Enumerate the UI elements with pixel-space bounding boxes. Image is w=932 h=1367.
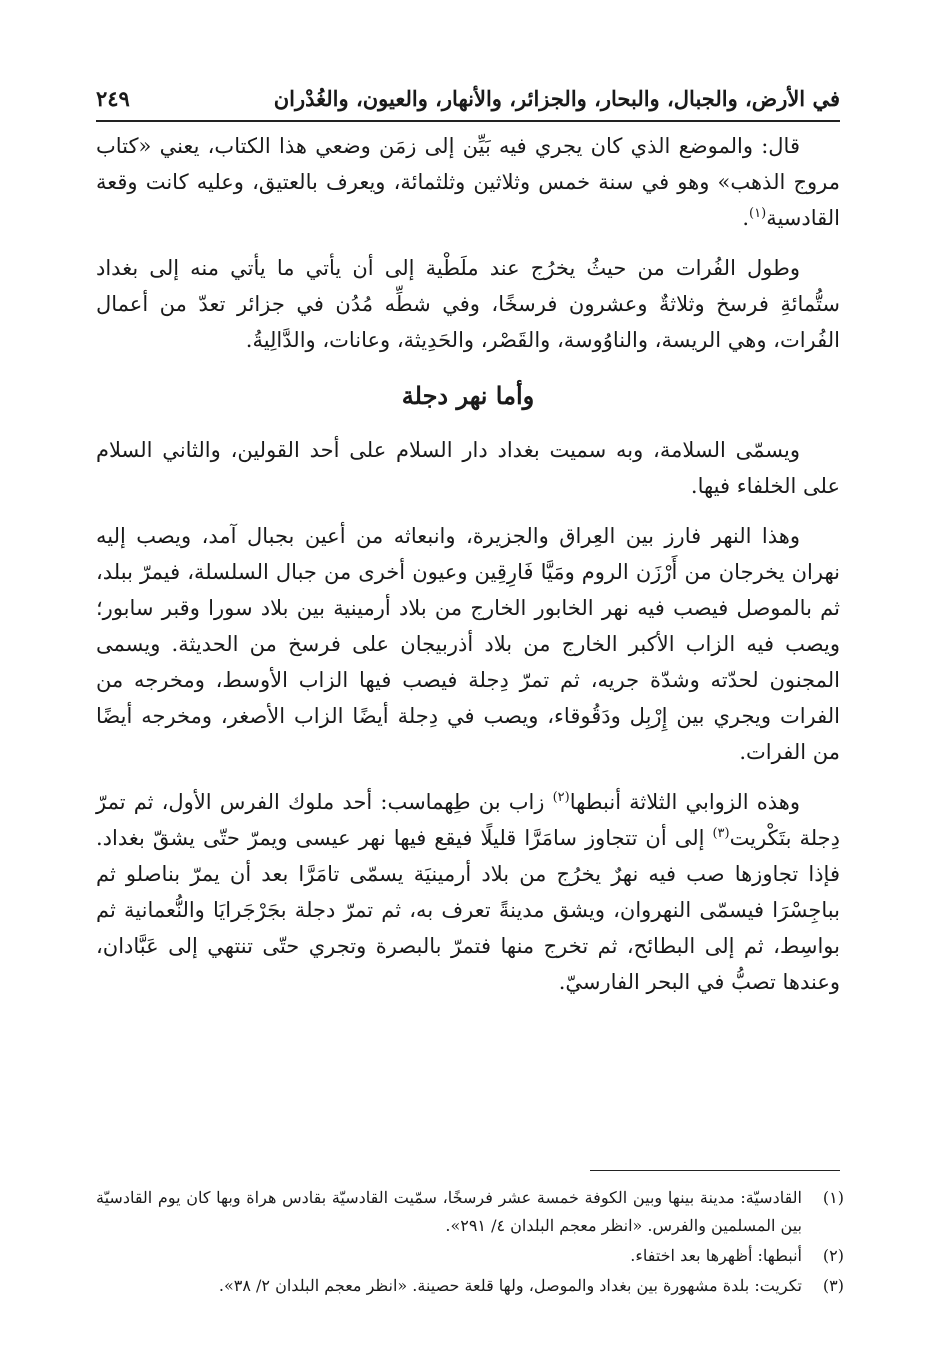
footnote-1 [96,1184,844,1240]
footnote-text: تكريت: بلدة مشهورة بين بغداد والموصل، ولها قلعة حصينة. «انظر معجم البلدان ٢/ ٣٨». [218,1276,802,1295]
paragraph-3: ويسمّى السلامة، وبه سميت بغداد دار السلام على أحد القولين، والثاني السلام على الخلفاء فيها. [96,438,840,498]
footnote-number: (١) [822,1188,844,1207]
footnote-3 [96,1272,844,1300]
running-title: في الأرض، والجبال، والبحار، والجزائر، والأنهار، والعيون، والغُدْران [273,85,840,111]
footnote-number: (٣) [822,1276,844,1295]
footnote-rule [590,1170,840,1171]
main-text [96,128,840,1014]
section-heading: وأما نهر دجلة [401,381,535,410]
paragraph-1: قال: والموضع الذي كان يجري فيه بَيِّن إلى زمَن وضعي هذا الكتاب، يعني «كتاب مروج الذهب» وهو في سنة خمس وثلاثين وثلثمائة، ويعرف بالعتيق، وعليه كانت وقعة القادسية$^{(١)}$. [96,134,840,230]
footnote-ref-3: (٣) [712,826,730,841]
paragraph-2: وطول الفُرات من حيثُ يخرُج عند ملَطْية إلى أن يأتي ما يأتي منه إلى بغداد ستُّمائةِ فرسخ وثلاثةٌ وعشرون فرسخًا، وفي شطِّه مُدُن في جزائر تعدّ من أعمال الفُرات، وهي الريسة، والناوُوسة، والقَصْر، والحَدِيثة، وعانات، والدَّالِيةُ. [96,256,840,352]
footnote-ref-1: (١) [749,206,767,221]
footnote-ref-2: (٢) [552,790,570,805]
paragraph-4: وهذا النهر فارز بين العِراق والجزيرة، وانبعاثه من أعين بجبال آمد، ويصب إليه نهران يخرجان من أَرْزَن الروم ومَيَّا فَارِقِين وعيون أخرى من جبال السلسلة، فيمرّ ببلد، ثم بالموصل فيصب فيه نهر الخابور الخارج من بلاد أرمينية بين بلاد سورا وقبر سابور؛ ويصب فيه الزاب الأكبر الخارج من بلاد أذربيجان على فرسخ من الحديثة. ويسمى المجنون لحدّته وشدّة جريه، ثم تمرّ دِجلة فيصب فيها الزاب الأوسط، ومخرجه من الفرات ويجري بين إِرْبِل ودَقُوقاء، ويصب في دِجلة أيضًا الزاب الأصغر، ومخرجه أيضًا من الفرات. [96,524,840,764]
footnotes [96,1184,844,1302]
footnote-text: القادسيّة: مدينة بينها وبين الكوفة خمسة عشر فرسخًا، سمّيت القادسيّة بقادس هراة وبها كان يوم القادسيّة بين المسلمين والفرس. «انظر معجم البلدان ٤/ ٢٩١». [96,1188,802,1235]
running-header [96,78,840,118]
header-rule [96,120,840,122]
footnote-text: أنبطها: أظهرها بعد اختفاء. [630,1246,802,1265]
paragraph-5: وهذه الزوابي الثلاثة أنبطها$^{(٢)}$ زاب بن طِهماسب: أحد ملوك الفرس الأول، ثم تمرّ دِجلة بتَكْريت$^{(٣)}$ إلى أن تتجاوز سامَرَّا قليلًا فيقع فيها نهر عيسى ويمرّ حتّى يشقّ بغداد. فإذا تجاوزها صب فيه نهرٌ يخرُج من بلاد أرمينيَة يسمّى تامَرَّا بعد أن يمرّ بناصلو ثم بباجِسْرَا فيسمّى النهروان، ويشق مدينةً تعرف به، ثم تمرّ دجلة بجَرْجَرايَا والنُّعمانية ثم بواسِط، ثم إلى البطائح، ثم تخرج منها فتمرّ بالبصرة وتجري حتّى تنتهي إلى عَبَّادان، وعندها تصبُّ في البحر الفارسيّ. [96,790,840,994]
footnote-number: (٢) [822,1246,844,1265]
page-number: ٢٤٩ [96,85,130,111]
footnote-2 [96,1242,844,1270]
